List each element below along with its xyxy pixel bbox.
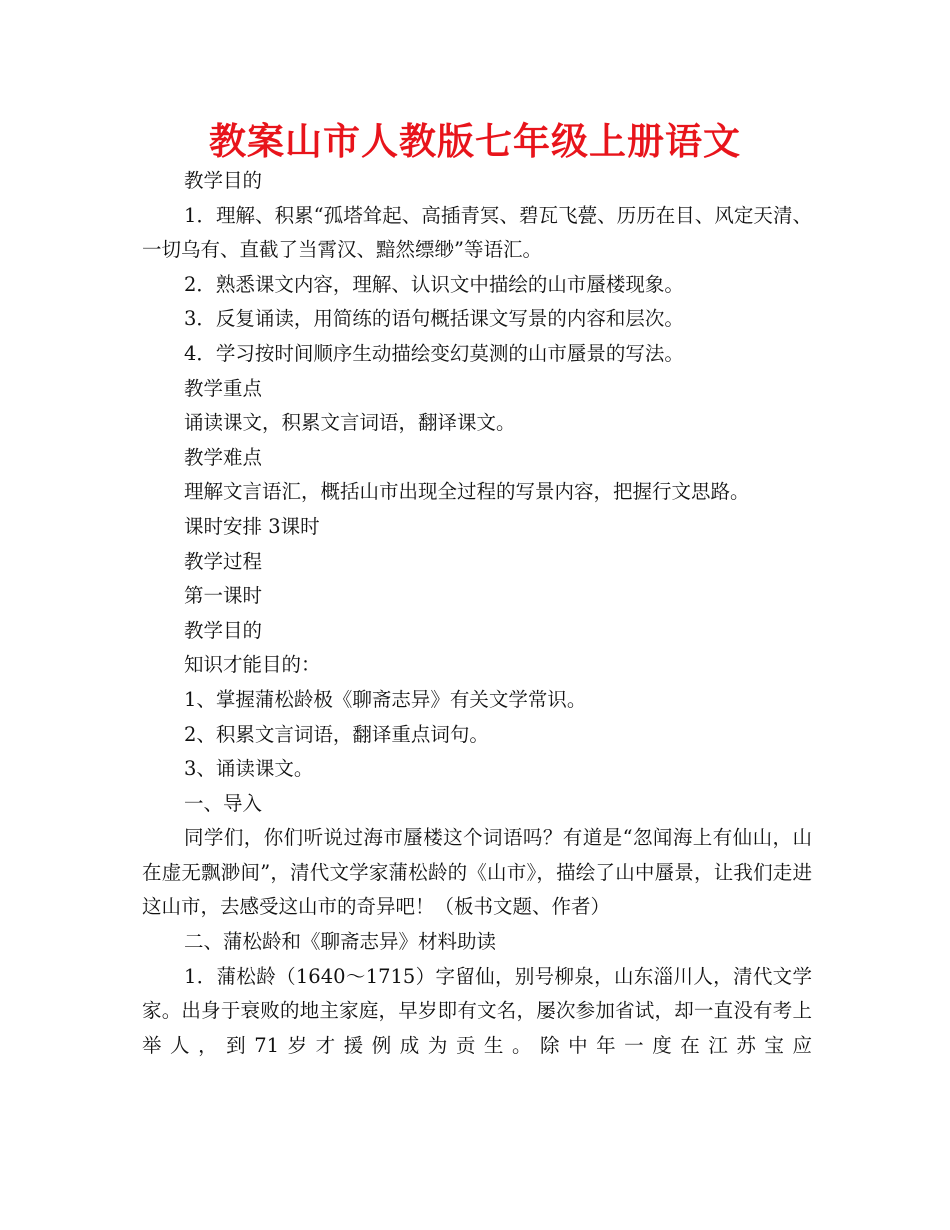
paragraph: 3．反复诵读，用简练的语句概括课文写景的内容和层次。 (184, 307, 684, 331)
section-heading: 教学重点 (184, 376, 263, 400)
paragraph: 诵读课文，积累文言词语，翻译课文。 (184, 411, 516, 435)
paragraph: 1、掌握蒲松龄极《聊斋志异》有关文学常识。 (184, 687, 587, 711)
section-heading: 教学过程 (184, 549, 263, 573)
section-heading: 教学难点 (184, 445, 263, 469)
section-heading: 一、导入 (184, 791, 263, 815)
paragraph: 知识才能目的： (184, 653, 321, 677)
section-heading: 教学目的 (184, 169, 263, 192)
paragraph: 课时安排 3课时 (184, 514, 320, 538)
paragraph: 理解文言语汇，概括山市出现全过程的写景内容，把握行文思路。 (184, 480, 750, 504)
section-heading: 二、蒲松龄和《聊斋志异》材料助读 (184, 930, 497, 954)
section-heading: 教学目的 (184, 618, 263, 642)
document-body (142, 164, 812, 1063)
paragraph: 1．蒲松龄（1640～1715）字留仙，别号柳泉，山东淄川人，清代文学家。出身于衰败的地主家庭，早岁即有文名，屡次参加省试，却一直没有考上举人，到71岁才援例成为贡生。除中年一度在江苏宝应 (142, 964, 812, 1057)
paragraph: 同学们，你们听说过海市蜃楼这个词语吗？有道是“忽闻海上有仙山，山在虚无飘渺间”，清代文学家蒲松龄的《山市》，描绘了山中蜃景，让我们走进这山市，去感受这山市的奇异吧！（板书文题、作者） (142, 826, 812, 919)
section-heading: 第一课时 (184, 584, 263, 608)
paragraph: 2．熟悉课文内容，理解、认识文中描绘的山市蜃楼现象。 (184, 272, 684, 296)
paragraph: 3、诵读课文。 (184, 757, 314, 781)
paragraph: 4．学习按时间顺序生动描绘变幻莫测的山市蜃景的写法。 (184, 341, 684, 365)
document-title: 教案山市人教版七年级上册语文 (209, 120, 741, 163)
paragraph: 2、积累文言词语，翻译重点词句。 (184, 722, 489, 746)
paragraph: 1．理解、积累“孤塔耸起、高插青冥、碧瓦飞甍、历历在目、风定天清、一切乌有、直截了当霄汉、黯然缥缈”等语汇。 (142, 203, 812, 262)
